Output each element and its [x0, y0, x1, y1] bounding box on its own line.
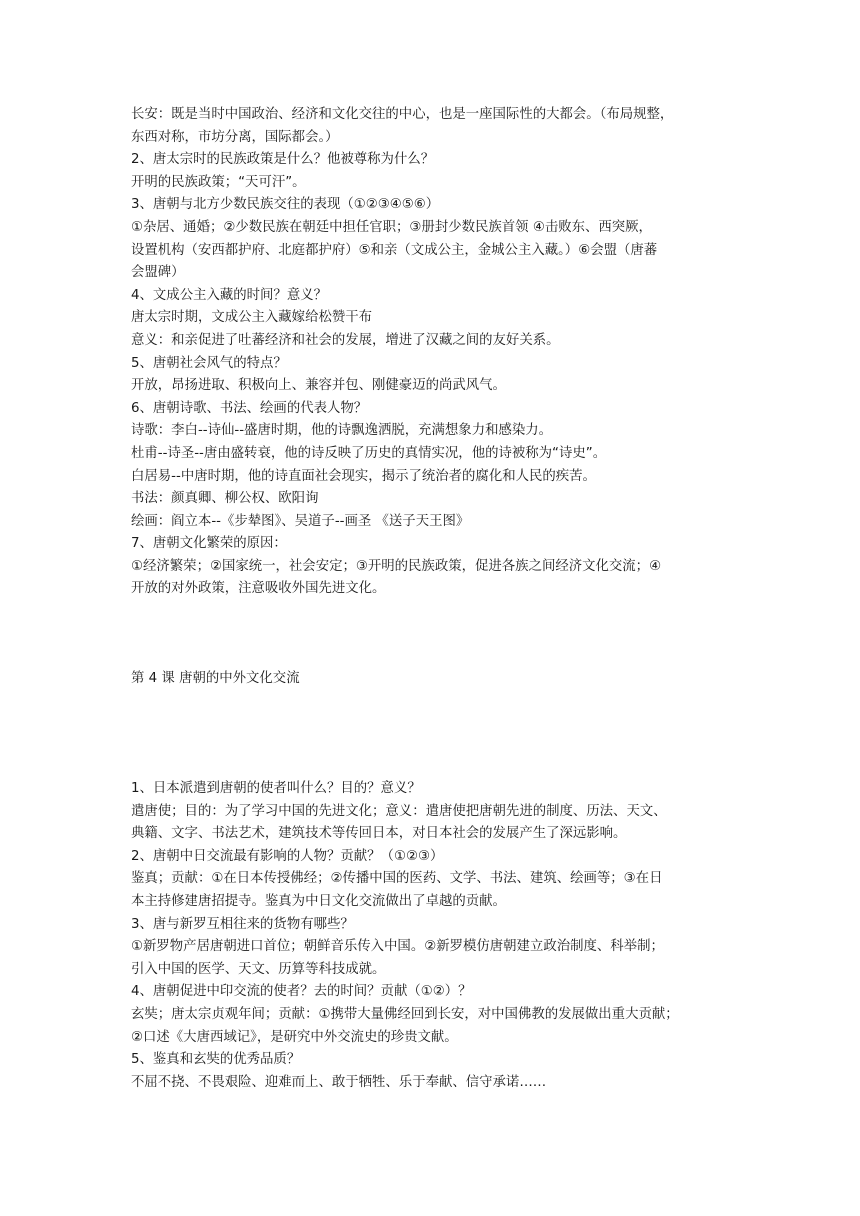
- answer-1: 遣唐使；目的：为了学习中国的先进文化；意义：遣唐使把唐朝先进的制度、历法、天文、: [131, 803, 667, 819]
- question-4: 4、唐朝促进中印交流的使者？去的时间？贡献（①②）？: [131, 984, 472, 1000]
- answer-7: ①经济繁荣；②国家统一，社会安定；③开明的民族政策，促进各族之间经济文化交流；④: [131, 558, 662, 574]
- question-2: 2、唐朝中日交流最有影响的人物？贡献？（①②③）: [131, 848, 444, 864]
- answer-3: ①新罗物产居唐朝进口首位；朝鲜音乐传入中国。②新罗模仿唐朝建立政治制度、科举制；: [131, 939, 664, 955]
- answer-6: 诗歌：李白--诗仙--盛唐时期，他的诗飘逸洒脱，充满想象力和感染力。: [131, 423, 553, 439]
- question-7: 7、唐朝文化繁荣的原因：: [131, 536, 287, 552]
- answer-4: ②口述《大唐西域记》，是研究中外交流史的珍贵文献。: [131, 1029, 458, 1045]
- answer-2: 开明的民族政策；“天可汗”。: [131, 174, 306, 190]
- answer-1: 典籍、文字、书法艺术，建筑技术等传回日本，对日本社会的发展产生了深远影响。: [131, 826, 627, 842]
- answer-6: 杜甫--诗圣--唐由盛转衰，他的诗反映了历史的真情实况，他的诗被称为“诗史”。: [131, 445, 607, 461]
- answer-3: 引入中国的医学、天文、历算等科技成就。: [131, 961, 386, 977]
- answer-4: 唐太宗时期，文成公主入藏嫁给松赞干布: [131, 310, 373, 326]
- answer-6: 白居易--中唐时期，他的诗直面社会现实，揭示了统治者的腐化和人民的疾苦。: [131, 468, 596, 484]
- question-3: 3、唐与新罗互相往来的货物有哪些？: [131, 916, 354, 932]
- question-2: 2、唐太宗时的民族政策是什么？他被尊称为什么？: [131, 152, 435, 168]
- answer-6: 书法：颜真卿、柳公权、欧阳询: [131, 491, 319, 507]
- answer-2: 鉴真；贡献：①在日本传授佛经；②传播中国的医药、文学、书法、建筑、绘画等；③在日: [131, 871, 663, 887]
- answer-3: ①杂居、通婚；②少数民族在朝廷中担任官职；③册封少数民族首领 ④击败东、西突厥，: [131, 219, 652, 235]
- text-line: 东西对称，市坊分离，国际都会。）: [131, 129, 339, 145]
- answer-5: 开放，昂扬进取、积极向上、兼容并包、刚健豪迈的尚武风气。: [131, 378, 506, 394]
- text-line: 长安：既是当时中国政治、经济和文化交往的中心，也是一座国际性的大都会。（布局规整，: [131, 107, 674, 122]
- answer-4: 玄奘；唐太宗贞观年间；贡献：①携带大量佛经回到长安，对中国佛教的发展做出重大贡献；: [131, 1006, 679, 1022]
- answer-3: 会盟碑）: [131, 265, 185, 281]
- answer-2: 本主持修建唐招提寺。鉴真为中日文化交流做出了卓越的贡献。: [131, 893, 506, 909]
- question-5: 5、唐朝社会风气的特点？: [131, 355, 287, 371]
- answer-3: 设置机构（安西都护府、北庭都护府）⑤和亲（文成公主，金城公主入藏。）⑥会盟（唐蕃: [131, 242, 658, 258]
- answer-7: 开放的对外政策，注意吸收外国先进文化。: [131, 581, 386, 597]
- answer-4: 意义：和亲促进了吐蕃经济和社会的发展，增进了汉藏之间的友好关系。: [131, 332, 560, 348]
- question-3: 3、唐朝与北方少数民族交往的表现（①②③④⑤⑥）: [131, 197, 440, 213]
- lesson-title: 第 4 课 唐朝的中外文化交流: [131, 671, 300, 686]
- question-6: 6、唐朝诗歌、书法、绘画的代表人物？: [131, 400, 368, 416]
- answer-5: 不屈不挠、不畏艰险、迎难而上、敢于牺牲、乐于奉献、信守承诺……: [131, 1074, 547, 1090]
- section-2-text: [131, 778, 743, 1094]
- question-4: 4、文成公主入藏的时间？意义？: [131, 287, 327, 303]
- question-5: 5、鉴真和玄奘的优秀品质？: [131, 1052, 301, 1068]
- answer-6: 绘画：阎立本--《步辇图》、吴道子--画圣 《送子天王图》: [131, 513, 470, 529]
- section-1-text: [131, 104, 743, 601]
- question-1: 1、日本派遣到唐朝的使者叫什么？目的？意义？: [131, 781, 421, 796]
